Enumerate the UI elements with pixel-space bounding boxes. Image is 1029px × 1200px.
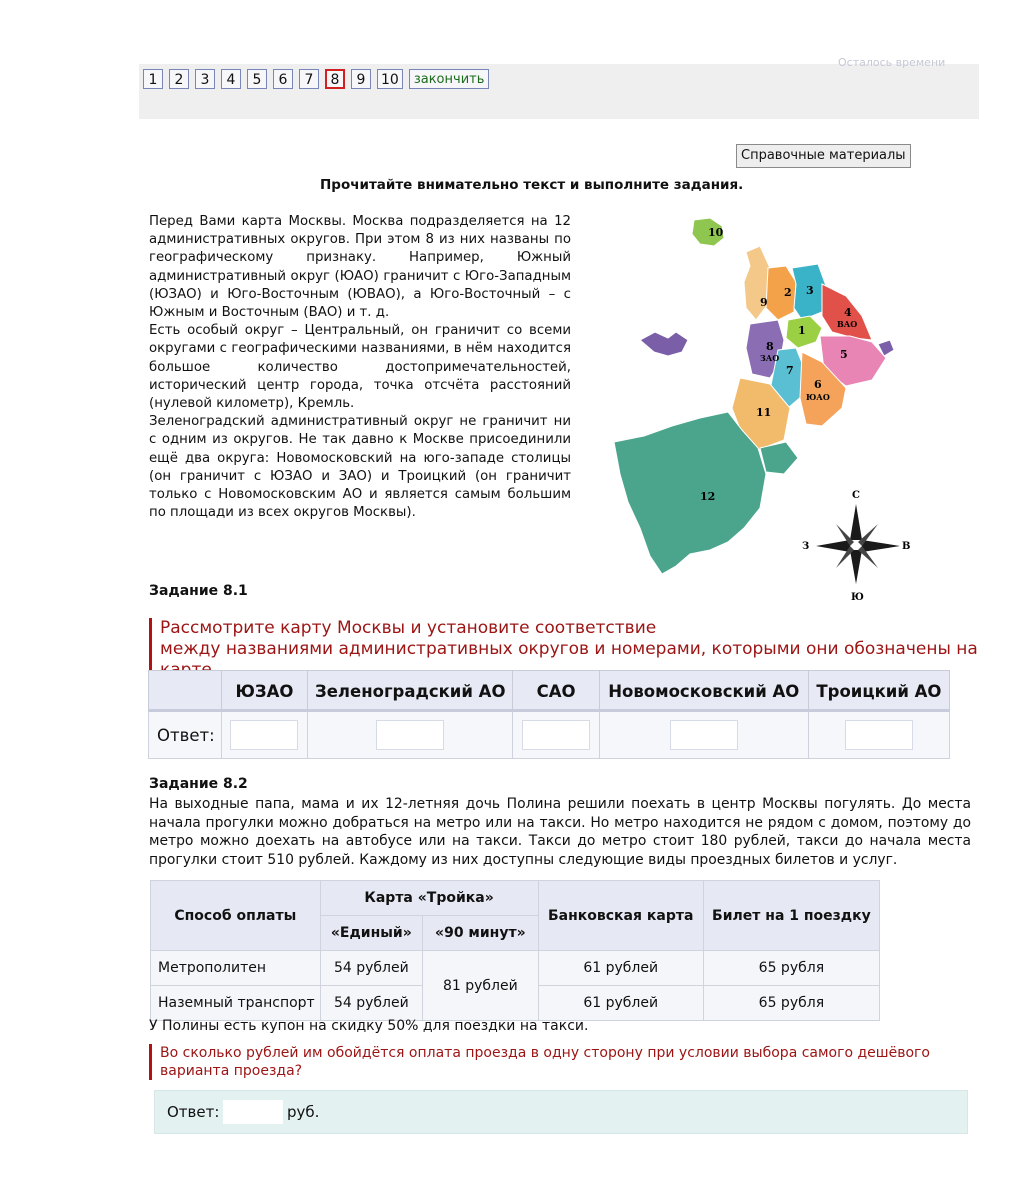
task1-header-troitsky: Троицкий АО — [808, 671, 949, 712]
task1-header-yuzao: ЮЗАО — [221, 671, 307, 712]
intro-paragraph-3: Зеленоградский административный округ не граничит ни с одним из округов. Не так давно к Москве присоединили ещё два округа: Новомосковский на юго-западе столицы (он граничит с ЮЗАО и ЗАО) и Троицкий (он граничит только с Новомосковским АО и является самым большим по площади из всех округов Москвы). — [149, 414, 571, 521]
page-button-1[interactable]: 1 — [143, 69, 163, 89]
task1-prompt-line2: между названиями административных округов и номерами, которыми они обозначены на — [160, 639, 978, 659]
page-button-2[interactable]: 2 — [169, 69, 189, 89]
compass-south-label: Ю — [851, 592, 864, 603]
page-heading: Прочитайте внимательно текст и выполните задания. — [320, 177, 744, 193]
task1-cell-sao — [513, 712, 599, 759]
task2-answer-input[interactable] — [223, 1100, 283, 1124]
task1-answer-label: Ответ: — [149, 712, 222, 759]
task1-corner-cell — [149, 671, 222, 712]
fares-row-metro — [151, 951, 880, 986]
label-5: 5 — [840, 348, 848, 361]
fares-table — [150, 880, 880, 1021]
question-pager — [143, 69, 489, 89]
answer-input-novomoskovsky[interactable] — [670, 720, 738, 750]
answer-input-yuzao[interactable] — [230, 720, 298, 750]
finish-button[interactable]: закончить — [409, 69, 490, 89]
task1-cell-troitsky — [808, 712, 949, 759]
fares-metro-edinyi: 54 рублей — [320, 951, 423, 986]
compass-west-label: З — [802, 541, 810, 552]
fares-header-90min: «90 минут» — [423, 916, 539, 951]
fares-header-method: Способ оплаты — [151, 881, 321, 951]
fares-ground-edinyi: 54 рублей — [320, 986, 423, 1021]
fares-metro-single: 65 рубля — [703, 951, 879, 986]
page-button-4[interactable]: 4 — [221, 69, 241, 89]
label-4: 4 — [844, 306, 852, 319]
label-12: 12 — [700, 490, 716, 503]
task1-answer-row — [149, 712, 950, 759]
coupon-note: У Полины есть купон на скидку 50% для поездки на такси. — [149, 1018, 589, 1034]
task1-header-row — [149, 671, 950, 712]
fares-ground-name: Наземный транспорт — [151, 986, 321, 1021]
page-button-10[interactable]: 10 — [377, 69, 403, 89]
moscow-districts-map — [610, 212, 920, 607]
fares-header-bank: Банковская карта — [538, 881, 703, 951]
fares-90min-value: 81 рублей — [423, 951, 539, 1021]
reference-materials-button[interactable]: Справочные материалы — [736, 144, 911, 168]
fares-metro-name: Метрополитен — [151, 951, 321, 986]
fares-header-edinyi: «Единый» — [320, 916, 423, 951]
task2-answer-box — [154, 1090, 968, 1134]
fares-ground-bank: 61 рублей — [538, 986, 703, 1021]
intro-text — [149, 213, 571, 522]
page-button-3[interactable]: 3 — [195, 69, 215, 89]
district-12-troitsky — [614, 412, 766, 574]
task2-title: Задание 8.2 — [149, 776, 248, 792]
label-1: 1 — [798, 324, 806, 337]
page-button-5[interactable]: 5 — [247, 69, 267, 89]
task1-header-sao: САО — [513, 671, 599, 712]
task1-header-zelenograd: Зеленоградский АО — [308, 671, 513, 712]
fares-metro-bank: 61 рублей — [538, 951, 703, 986]
page-button-7[interactable]: 7 — [299, 69, 319, 89]
label-4-vao: ВАО — [837, 319, 858, 329]
compass-north-label: С — [852, 490, 860, 501]
task2-text: На выходные папа, мама и их 12-летняя дочь Полина решили поехать в центр Москвы погулять. До места начала прогулки можно добраться на метро или на такси. Но метро находится не рядом с домом, поэтому до метро можно доехать на автобусе или на такси. Такси до метро стоит 180 рублей, такси до начала места прогулки стоит 510 рублей. Каждому из них доступны следующие виды проездных билетов и услуг. — [149, 796, 971, 868]
label-7: 7 — [786, 364, 794, 377]
task1-prompt-line1: Рассмотрите карту Москвы и установите соответствие — [160, 618, 657, 638]
answer-input-troitsky[interactable] — [845, 720, 913, 750]
label-10: 10 — [708, 226, 724, 239]
fares-header-row-1 — [151, 881, 880, 916]
timer-text: Осталось времени — [838, 56, 946, 69]
task1-header-novomoskovsky: Новомосковский АО — [599, 671, 808, 712]
page-button-8-active[interactable]: 8 — [325, 69, 345, 89]
task1-title: Задание 8.1 — [149, 583, 248, 599]
answer-input-sao[interactable] — [522, 720, 590, 750]
label-11: 11 — [756, 406, 772, 419]
task1-cell-novomoskovsky — [599, 712, 808, 759]
task1-cell-yuzao — [221, 712, 307, 759]
label-6-yuao: ЮАО — [806, 392, 830, 402]
task1-cell-zelenograd — [308, 712, 513, 759]
label-9: 9 — [760, 296, 768, 309]
page-button-9[interactable]: 9 — [351, 69, 371, 89]
label-3: 3 — [806, 284, 814, 297]
task2-answer-unit: руб. — [287, 1103, 320, 1121]
label-8-zao: ЗАО — [760, 353, 780, 363]
compass-rose-icon — [816, 504, 900, 584]
fares-ground-single: 65 рубля — [703, 986, 879, 1021]
label-6: 6 — [814, 378, 822, 391]
fares-header-single: Билет на 1 поездку — [703, 881, 879, 951]
answer-input-zelenograd[interactable] — [376, 720, 444, 750]
task1-answer-table — [148, 670, 950, 759]
district-extra-patch-1 — [640, 332, 688, 356]
label-2: 2 — [784, 286, 792, 299]
task2-answer-label: Ответ: — [167, 1103, 220, 1121]
district-12-east — [760, 442, 798, 474]
intro-paragraph-1: Перед Вами карта Москвы. Москва подразделяется на 12 административных округов. При этом 8 из них названы по географическому признаку. Например, Южный административный округ (ЮАО) граничит с Юго-Западным (ЮЗАО) и Юго-Восточным (ЮВАО), а Юго-Восточный – с Южным и Восточным (ВАО) и т. д. — [149, 214, 571, 321]
label-8: 8 — [766, 340, 774, 353]
page-button-6[interactable]: 6 — [273, 69, 293, 89]
intro-paragraph-2: Есть особый округ – Центральный, он граничит со всеми округами с географическими названиями, в нём находится большое количество достопримечательностей, исторический центр города, точка отсчёта расстояний (нулевой километр), Кремль. — [149, 323, 571, 412]
compass-east-label: В — [902, 541, 911, 552]
fares-header-troika: Карта «Тройка» — [320, 881, 538, 916]
task2-question: Во сколько рублей им обойдётся оплата проезда в одну сторону при условии выбора самого дешёвого варианта проезда? — [149, 1044, 976, 1080]
